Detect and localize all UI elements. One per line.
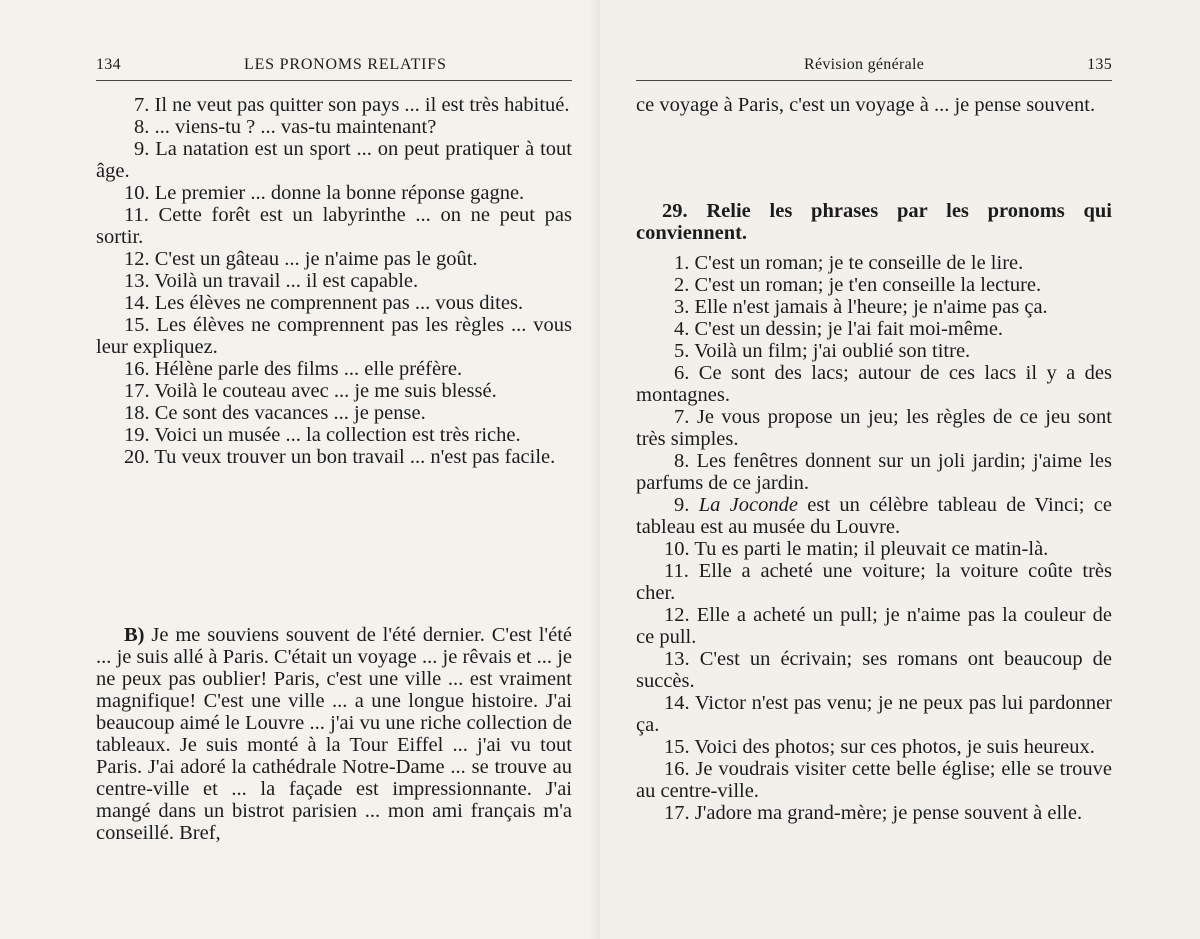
list-item: 7. Il ne veut pas quitter son pays ... il est très habitué. xyxy=(134,94,570,116)
list-item: 14. Victor n'est pas venu; je ne peux pas lui pardonner ça. xyxy=(636,692,1112,736)
list-item: 14. Les élèves ne comprennent pas ... vous dites. xyxy=(124,292,524,314)
list-item: 19. Voici un musée ... la collection est très riche. xyxy=(124,424,521,446)
exercise-title: 29. Relie les phrases par les pronoms qui conviennent. xyxy=(636,200,1112,244)
list-item: 8. ... viens-tu ? ... vas-tu maintenant? xyxy=(134,116,437,138)
running-title: LES PRONOMS RELATIFS xyxy=(244,56,447,73)
list-item: 17. Voilà le couteau avec ... je me suis blessé. xyxy=(124,380,497,402)
section-b-text: Je me souviens souvent de l'été dernier. C'est l'été ... je suis allé à Paris. C'était un voyage ... je rêvais et ... je ne peux pas oublier! Paris, c'est une ville ... est vraiment magnifique! C'est une ville ... a une longue histoire. J'ai beaucoup aimé le Louvre ... j'ai vu une riche collection de tableaux. Je suis monté à la Tour Eiffel ... j'ai vu tout Paris. J'ai adoré la cathédrale Notre-Dame ... se trouve au centre-ville et ... la façade est impressionnante. J'ai mangé dans un bistrot parisien ... mon ami français m'a conseillé. Bref, xyxy=(96,624,573,844)
list-item: 4. C'est un dessin; je l'ai fait moi-même. xyxy=(674,318,1004,340)
list-item: 1. C'est un roman; je te conseille de le lire. xyxy=(674,252,1024,274)
artwork-title: La Joconde xyxy=(698,494,798,516)
list-item: 6. Ce sont des lacs; autour de ces lacs il y a des montagnes. xyxy=(636,362,1112,406)
page-number: 135 xyxy=(1087,56,1112,73)
continuation-paragraph xyxy=(636,94,1112,116)
list-item: 8. Les fenêtres donnent sur un joli jardin; j'aime les parfums de ce jardin. xyxy=(636,450,1112,494)
list-item: 3. Elle n'est jamais à l'heure; je n'aime pas ça. xyxy=(674,296,1048,318)
list-item: 16. Je voudrais visiter cette belle église; elle se trouve au centre-ville. xyxy=(636,758,1112,802)
list-item: 12. Elle a acheté un pull; je n'aime pas la couleur de ce pull. xyxy=(636,604,1112,648)
exercise-29 xyxy=(636,200,1112,824)
continuation-text: ce voyage à Paris, c'est un voyage à ... je pense souvent. xyxy=(636,94,1096,116)
header-rule xyxy=(636,80,1112,81)
list-item: 16. Hélène parle des films ... elle préfère. xyxy=(124,358,463,380)
right-page-header xyxy=(636,56,1112,82)
exercise-items-list xyxy=(96,94,572,468)
list-item: 5. Voilà un film; j'ai oublié son titre. xyxy=(674,340,971,362)
list-item: 2. C'est un roman; je t'en conseille la lecture. xyxy=(674,274,1042,296)
list-item: 11. Cette forêt est un labyrinthe ... on ne peut pas sortir. xyxy=(96,204,572,248)
list-item: 17. J'adore ma grand-mère; je pense souvent à elle. xyxy=(664,802,1083,824)
list-item xyxy=(636,494,1112,538)
left-page-header xyxy=(96,56,572,82)
list-item: 13. Voilà un travail ... il est capable. xyxy=(124,270,419,292)
list-item: 20. Tu veux trouver un bon travail ... n'est pas facile. xyxy=(124,446,556,468)
list-item: 9. La natation est un sport ... on peut pratiquer à tout âge. xyxy=(96,138,572,182)
list-item: 10. Tu es parti le matin; il pleuvait ce matin-là. xyxy=(664,538,1049,560)
list-item: 12. C'est un gâteau ... je n'aime pas le goût. xyxy=(124,248,478,270)
right-page xyxy=(600,0,1200,939)
list-item: 11. Elle a acheté une voiture; la voiture coûte très cher. xyxy=(636,560,1112,604)
page-number: 134 xyxy=(96,56,121,73)
item-9-text: est un célèbre tableau de Vinci; ce tableau est au musée du Louvre. xyxy=(636,494,1113,538)
section-b xyxy=(96,624,572,844)
list-item: 7. Je vous propose un jeu; les règles de ce jeu sont très simples. xyxy=(636,406,1112,450)
list-item: 10. Le premier ... donne la bonne réponse gagne. xyxy=(124,182,525,204)
section-b-label: B) xyxy=(124,624,145,646)
list-item: 15. Voici des photos; sur ces photos, je suis heureux. xyxy=(664,736,1095,758)
list-item: 18. Ce sont des vacances ... je pense. xyxy=(124,402,426,424)
header-rule xyxy=(96,80,572,81)
item-number: 9. xyxy=(674,494,699,516)
running-title: Révision générale xyxy=(804,56,925,73)
section-b-paragraph xyxy=(96,624,572,844)
list-item: 13. C'est un écrivain; ses romans ont beaucoup de succès. xyxy=(636,648,1112,692)
list-item: 15. Les élèves ne comprennent pas les règles ... vous leur expliquez. xyxy=(96,314,572,358)
